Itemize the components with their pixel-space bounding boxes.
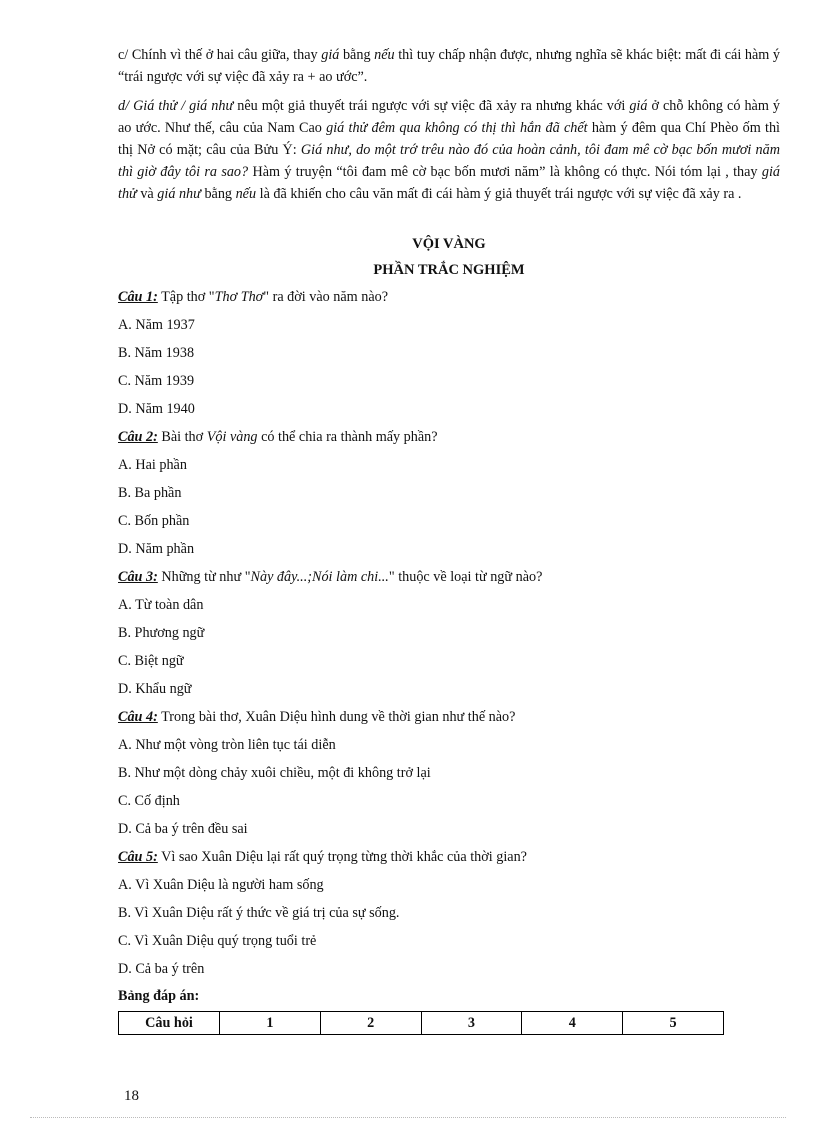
answer-option: B. Như một dòng chảy xuôi chiều, một đi không trở lại [118,765,431,781]
answer-option: A. Như một vòng tròn liên tục tái diễn [118,737,336,753]
table-row [119,1012,724,1035]
answer-option: D. Cả ba ý trên [118,961,205,977]
question-label: Câu 5: [118,849,158,865]
question-text: Vì sao Xuân Diệu lại rất quý trọng từng thời khắc của thời gian? [157,849,527,865]
page-number: 18 [124,1088,139,1104]
answer-option: C. Cố định [118,793,180,809]
text-run: ở chỗ không có hàm ý ao ước. Như thế, câu của Nam Cao [118,98,780,136]
text-run: bằng [200,186,236,202]
answer-option: C. Biệt ngữ [118,653,184,669]
answer-option: D. Năm 1940 [118,401,195,417]
table-cell: 1 [220,1012,321,1035]
question-text: Những từ như " [157,569,251,585]
document-page [118,44,780,1035]
answer-option: D. Cả ba ý trên đều sai [118,821,248,837]
answer-option: B. Ba phần [118,485,182,501]
answer-option: D. Năm phần [118,541,195,557]
italic-run: giá như [157,186,201,202]
question-text: Trong bài thơ, Xuân Diệu hình dung về thời gian như thế nào? [157,709,516,725]
footer-divider [30,1117,786,1118]
question-label: Câu 1: [118,289,158,305]
answer-table [118,1011,724,1035]
answer-option: A. Từ toàn dân [118,597,204,613]
section-title: VỘI VÀNG [412,236,486,252]
question-3 [118,563,780,591]
answer-option: A. Vì Xuân Diệu là người ham sống [118,877,324,893]
text-run: nêu một giả thuyết trái ngược với sự việc đã xảy ra nhưng khác với [233,98,630,114]
text-run: c/ Chính vì thế ở hai câu giữa, thay [118,47,322,63]
italic-run: d/ Giá thử / giá như [118,98,234,114]
question-1 [118,283,780,311]
question-label: Câu 2: [118,429,158,445]
question-italic: Vội vàng [206,429,258,445]
question-5 [118,843,780,871]
question-label: Câu 3: [118,569,158,585]
question-italic: Này đây...;Nói làm chi... [250,569,389,585]
question-italic: Thơ Thơ [214,289,264,305]
answer-option: C. Năm 1939 [118,373,195,389]
question-text: " ra đời vào năm nào? [263,289,389,305]
italic-run: giá thử [118,164,780,202]
question-text: Tập thơ " [157,289,215,305]
table-cell: Câu hỏi [119,1012,220,1035]
italic-run: giá [321,47,340,63]
question-4 [118,703,780,731]
text-run: và [136,186,158,202]
answer-table-heading: Bảng đáp án: [118,988,200,1004]
question-2 [118,423,780,451]
answer-option: A. Hai phần [118,457,187,473]
section-subtitle: PHẦN TRẮC NGHIỆM [373,262,525,278]
answer-option: C. Bốn phần [118,513,190,529]
italic-run: giá [629,98,648,114]
answer-option: C. Vì Xuân Diệu quý trọng tuổi trẻ [118,933,317,949]
answer-option: D. Khẩu ngữ [118,681,192,697]
text-run: Hàm ý truyện “tôi đam mê cờ bạc bốn mươi năm” là không có thực. Nói tóm lại , thay [248,164,762,180]
text-run: hàm ý đêm qua Chí Phèo ốm thì thị Nở có mặt; câu của Bửu Ý: [118,120,780,158]
table-cell: 2 [320,1012,421,1035]
italic-run: nếu [235,186,257,202]
table-cell: 3 [421,1012,522,1035]
text-run: bằng [339,47,375,63]
answer-option: B. Năm 1938 [118,345,195,361]
question-text: có thể chia ra thành mấy phần? [257,429,438,445]
table-cell: 4 [522,1012,623,1035]
table-cell: 5 [623,1012,724,1035]
italic-run: nếu [374,47,395,63]
paragraph-d [118,95,780,205]
question-text: Bài thơ [157,429,207,445]
answer-option: A. Năm 1937 [118,317,195,333]
question-text: " thuộc về loại từ ngữ nào? [388,569,543,585]
text-run: thì tuy chấp nhận được, nhưng nghĩa sẽ khác biệt: mất đi cái hàm ý “trái ngược với sự việc đã xảy ra + ao ước”. [118,47,780,85]
text-run: là đã khiến cho câu văn mất đi cái hàm ý giả thuyết trái ngược với sự việc đã xảy ra . [256,186,742,202]
italic-run: Giá như, do một trớ trêu nào đó của hoàn cảnh, tôi đam mê cờ bạc bốn mươi năm thì giờ đây tôi ra sao? [118,142,780,180]
paragraph-c [118,44,780,88]
answer-option: B. Phương ngữ [118,625,205,641]
italic-run: giá thử đêm qua không có thị thì hắn đã chết [326,120,588,136]
answer-option: B. Vì Xuân Diệu rất ý thức về giá trị của sự sống. [118,905,400,921]
question-label: Câu 4: [118,709,158,725]
